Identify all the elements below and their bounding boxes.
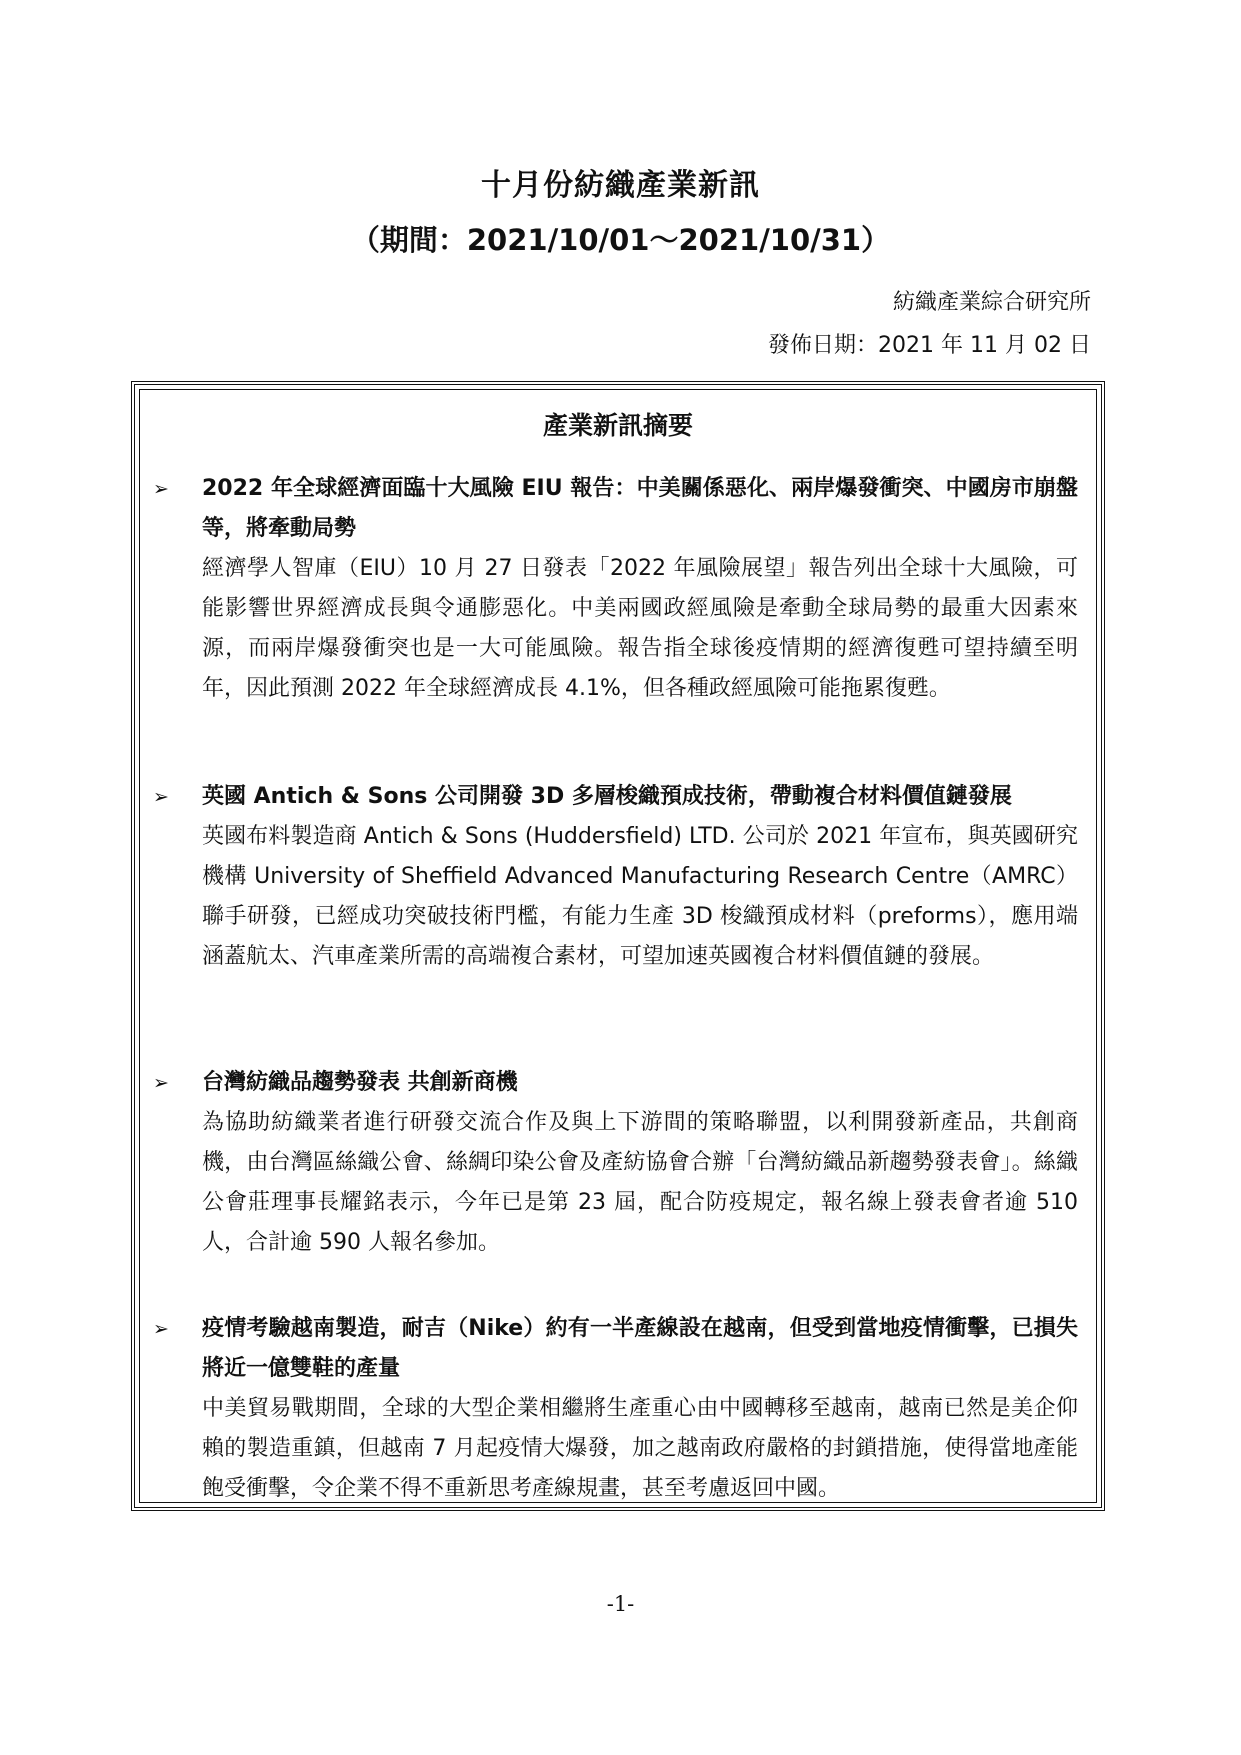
news-body: 英國布料製造商 Antich & Sons (Huddersfield) LTD. 公司於 2021 年宣布，與英國研究機構 University of Sheffield Advanced Manufacturing Research Centre（AMRC）聯手研發，已經成功突破技術門檻，有能力生產 3D 梭織預成材料（preforms），應用端涵蓋航太、汽車產業所需的高端複合素材，可望加速英國複合材料價值鏈的發展。 <box>202 824 1078 969</box>
news-headline: 台灣紡織品趨勢發表 共創新商機 <box>202 1070 518 1095</box>
document-period: （期間：2021/10/01～2021/10/31） <box>350 223 891 257</box>
news-body: 中美貿易戰期間，全球的大型企業相繼將生產重心由中國轉移至越南，越南已然是美企仰賴的製造重鎮，但越南 7 月起疫情大爆發，加之越南政府嚴格的封鎖措施，使得當地產能飽受衝擊，令企業不得不重新思考產線規畫，甚至考慮返回中國。 <box>202 1396 1078 1501</box>
summary-heading: 產業新訊摘要 <box>542 411 693 440</box>
bullet-arrow-icon: ➢ <box>153 1318 169 1340</box>
news-body: 經濟學人智庫（EIU）10 月 27 日發表「2022 年風險展望」報告列出全球十大風險，可能影響世界經濟成長與令通膨惡化。中美兩國政經風險是牽動全球局勢的最重大因素來源，而兩岸爆發衝突也是一大可能風險。報告指全球後疫情期的經濟復甦可望持續至明年，因此預測 2022 年全球經濟成長 4.1%，但各種政經風險可能拖累復甦。 <box>202 556 1078 701</box>
page-number: -1- <box>606 1592 635 1616</box>
bullet-arrow-icon: ➢ <box>153 786 169 808</box>
bullet-arrow-icon: ➢ <box>153 1072 169 1094</box>
document-title: 十月份紡織產業新訊 <box>481 168 760 203</box>
publish-date: 發佈日期：2021 年 11 月 02 日 <box>768 333 1091 358</box>
news-headline: 疫情考驗越南製造，耐吉（Nike）約有一半產線設在越南，但受到當地疫情衝擊，已損失將近一億雙鞋的產量 <box>202 1316 1078 1381</box>
news-headline: 2022 年全球經濟面臨十大風險 EIU 報告：中美關係惡化、兩岸爆發衝突、中國房市崩盤等，將牽動局勢 <box>202 476 1078 541</box>
bullet-arrow-icon: ➢ <box>153 478 169 500</box>
news-body: 為協助紡織業者進行研發交流合作及與上下游間的策略聯盟，以利開發新產品，共創商機，由台灣區絲織公會、絲綢印染公會及產紡協會合辦「台灣紡織品新趨勢發表會」。絲織公會莊理事長耀銘表示，今年已是第 23 屆，配合防疫規定，報名線上發表會者逾 510 人，合計逾 590 人報名參加。 <box>202 1110 1078 1255</box>
organization-name: 紡織產業綜合研究所 <box>892 290 1091 315</box>
news-headline: 英國 Antich & Sons 公司開發 3D 多層梭織預成技術，帶動複合材料價值鏈發展 <box>202 784 1012 809</box>
summary-box <box>131 381 1105 1511</box>
